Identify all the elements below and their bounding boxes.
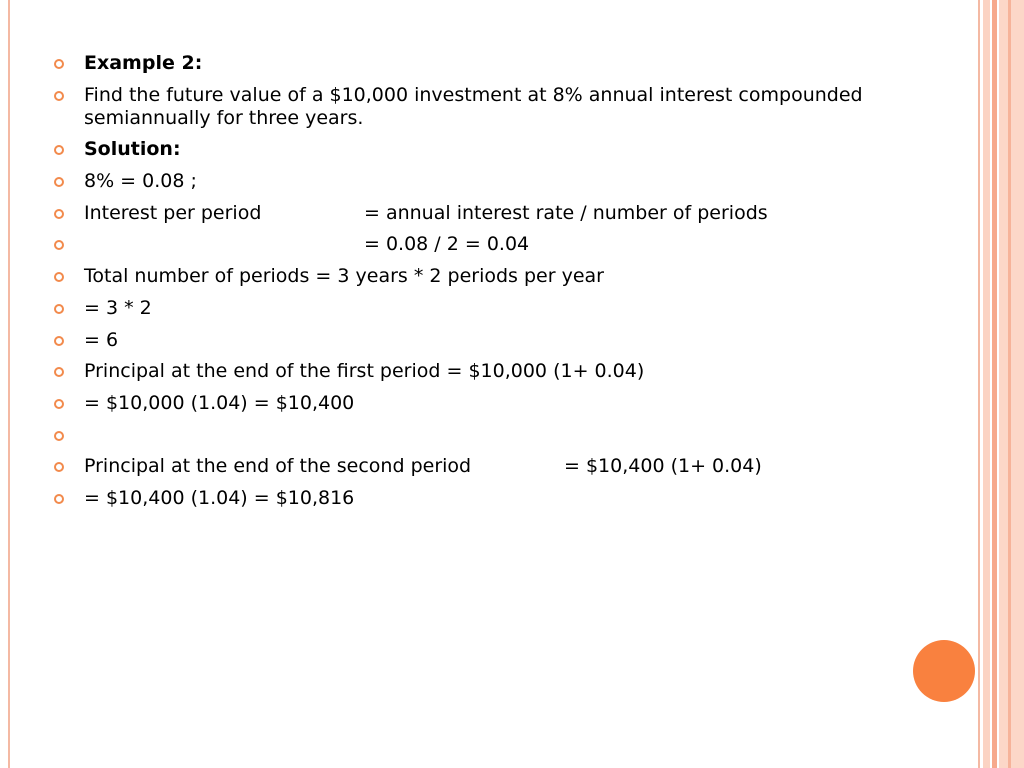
bullet-icon <box>54 304 64 314</box>
bullet-icon <box>54 209 64 219</box>
bullet-icon <box>54 431 64 441</box>
bullet-icon <box>54 177 64 187</box>
list-item <box>54 392 934 415</box>
list-item-text: = 6 <box>84 328 119 351</box>
bullet-icon <box>54 145 64 155</box>
list-item-text: 8% = 0.08 ; <box>84 170 197 193</box>
list-item-label: Principal at the end of the second period <box>84 455 472 478</box>
list-item <box>54 265 934 288</box>
bullet-icon <box>54 91 64 101</box>
right-border-stripe <box>992 0 997 768</box>
bullet-icon <box>54 59 64 69</box>
bullet-icon <box>54 494 64 504</box>
list-item <box>54 297 934 320</box>
list-item-label: Interest per period <box>84 201 262 224</box>
list-item-text: Principal at the end of the first period = $10,000 (1+ 0.04) <box>84 360 645 383</box>
list-item <box>54 329 934 352</box>
list-item-text: = $10,400 (1.04) = $10,816 <box>84 486 355 509</box>
list-item-text: Total number of periods = 3 years * 2 periods per year <box>84 265 604 288</box>
list-item <box>54 138 934 161</box>
bullet-icon <box>54 399 64 409</box>
bullet-icon <box>54 240 64 250</box>
bullet-icon <box>54 336 64 346</box>
left-border-stripe <box>8 0 10 768</box>
list-item <box>54 360 934 383</box>
list-item <box>54 455 934 478</box>
right-border-stripe <box>999 0 1024 768</box>
list-item-value: = $10,400 (1+ 0.04) <box>564 455 762 478</box>
bullet-list <box>54 52 934 519</box>
bullet-icon <box>54 462 64 472</box>
example-heading: Example 2: <box>84 52 203 74</box>
bullet-icon <box>54 272 64 282</box>
problem-statement: Find the future value of a $10,000 investment at 8% annual interest compounded semiannually for three years. <box>84 83 863 129</box>
list-item <box>54 202 934 225</box>
bullet-icon <box>54 367 64 377</box>
orange-circle-decoration <box>913 640 975 702</box>
list-item <box>54 52 934 75</box>
solution-heading: Solution: <box>84 138 181 161</box>
list-item <box>54 487 934 510</box>
list-item <box>54 84 934 130</box>
list-item-value: = 0.08 / 2 = 0.04 <box>364 233 530 256</box>
right-border-stripe <box>1008 0 1011 768</box>
list-item <box>54 233 934 256</box>
right-border-stripe <box>983 0 990 768</box>
list-item-value: = annual interest rate / number of periods <box>364 201 768 224</box>
list-item <box>54 424 934 447</box>
list-item-text: = 3 * 2 <box>84 296 152 319</box>
list-item <box>54 170 934 193</box>
list-item-text: = $10,000 (1.04) = $10,400 <box>84 391 355 414</box>
right-border-stripe <box>978 0 980 768</box>
